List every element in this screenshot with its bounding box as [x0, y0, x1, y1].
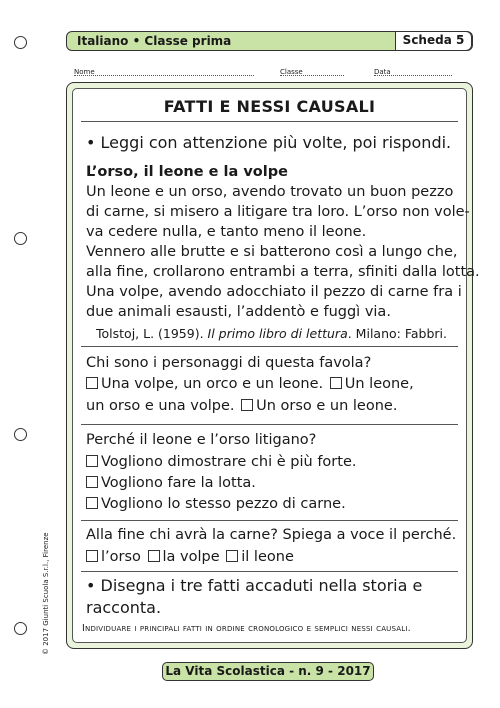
question-2-option — [86, 454, 356, 470]
option-label: la volpe — [162, 549, 220, 565]
worksheet-header — [66, 31, 473, 51]
story-citation — [96, 326, 447, 341]
question-2-divider — [81, 520, 458, 521]
sheet-number-label: Scheda 5 — [395, 31, 472, 51]
question-3-divider — [81, 571, 458, 572]
class-field-label: Classe — [280, 68, 303, 76]
question-3: Alla fine chi avrà la carne? Spiega a voce il perché. — [86, 527, 457, 543]
binder-hole-top — [14, 36, 27, 49]
copyright-notice: © 2017 Giunti Scuola S.r.l., Firenze — [42, 532, 50, 655]
option-label: il leone — [241, 549, 294, 565]
drawing-task-line-2: racconta. — [86, 598, 162, 617]
date-field-label: Data — [374, 68, 391, 76]
story-line: Una volpe, avendo adocchiato il pezzo di carne fra i — [86, 284, 462, 300]
date-field-line[interactable] — [374, 68, 452, 76]
learning-objective-text: Individuare i principali fatti in ordine cronologico e semplici nessi causali. — [82, 623, 411, 634]
citation-book: Il primo libro di lettura — [207, 326, 348, 341]
binder-hole-lower-middle — [14, 428, 27, 441]
option-label-continued: un orso e una volpe. — [86, 398, 235, 414]
checkbox[interactable] — [241, 399, 253, 411]
story-line: Un leone e un orso, avendo trovato un buon pezzo — [86, 184, 454, 200]
option-label: Una volpe, un orco e un leone. — [101, 376, 324, 392]
option-label: Vogliono lo stesso pezzo di carne. — [101, 496, 346, 512]
page-title: FATTI E NESSI CAUSALI — [163, 97, 376, 116]
subject-label: Italiano • Classe prima — [77, 34, 232, 48]
binder-hole-upper-middle — [14, 232, 27, 245]
story-line: alla fine, crollarono entrambi a terra, sfiniti dalla lotta. — [86, 264, 480, 280]
story-line: due animali esausti, l’addentò e fuggì via. — [86, 304, 391, 320]
option-label: Vogliono dimostrare chi è più forte. — [101, 454, 357, 470]
binder-hole-bottom — [14, 622, 27, 635]
question-1-divider — [81, 424, 458, 425]
story-line: Vennero alle brutte e si batterono così a lungo che, — [86, 244, 458, 260]
checkbox[interactable] — [148, 550, 160, 562]
checkbox[interactable] — [86, 497, 98, 509]
exercise-card-inner — [72, 88, 480, 643]
story-line: va cedere nulla, e tanto meno il leone. — [86, 224, 367, 240]
checkbox[interactable] — [86, 377, 98, 389]
drawing-task-line-1: • Disegna i tre fatti accaduti nella storia e — [86, 576, 423, 595]
option-label: Un orso e un leone. — [256, 398, 398, 414]
checkbox[interactable] — [226, 550, 238, 562]
question-1-options-row-1 — [86, 376, 414, 392]
question-2: Perché il leone e l’orso litigano? — [86, 432, 317, 448]
checkbox[interactable] — [330, 377, 342, 389]
question-1-options-row-2 — [86, 398, 397, 414]
instruction-text: • Leggi con attenzione più volte, poi rispondi. — [86, 133, 452, 152]
story-line: di carne, si misero a litigare tra loro. L’orso non vole- — [86, 204, 470, 220]
class-field-line[interactable] — [280, 68, 344, 76]
learning-objective — [82, 623, 411, 634]
question-1: Chi sono i personaggi di questa favola? — [86, 355, 372, 371]
checkbox[interactable] — [86, 455, 98, 467]
question-3-options — [86, 549, 294, 565]
checkbox[interactable] — [86, 550, 98, 562]
name-field-label: Nome — [74, 68, 95, 76]
question-2-option — [86, 475, 256, 491]
question-2-option — [86, 496, 346, 512]
story-title: L’orso, il leone e la volpe — [86, 164, 288, 180]
story-divider — [81, 346, 458, 347]
checkbox[interactable] — [86, 476, 98, 488]
magazine-footer: La Vita Scolastica - n. 9 - 2017 — [162, 662, 374, 681]
option-label: Un leone, — [344, 376, 414, 392]
name-field-line[interactable] — [74, 68, 254, 76]
option-label: Vogliono fare la lotta. — [101, 475, 256, 491]
citation-publisher: . Milano: Fabbri. — [347, 326, 447, 341]
title-divider — [81, 121, 458, 122]
exercise-card — [66, 82, 480, 649]
citation-author: Tolstoj, L. (1959). — [96, 326, 204, 341]
option-label: l’orso — [101, 549, 141, 565]
